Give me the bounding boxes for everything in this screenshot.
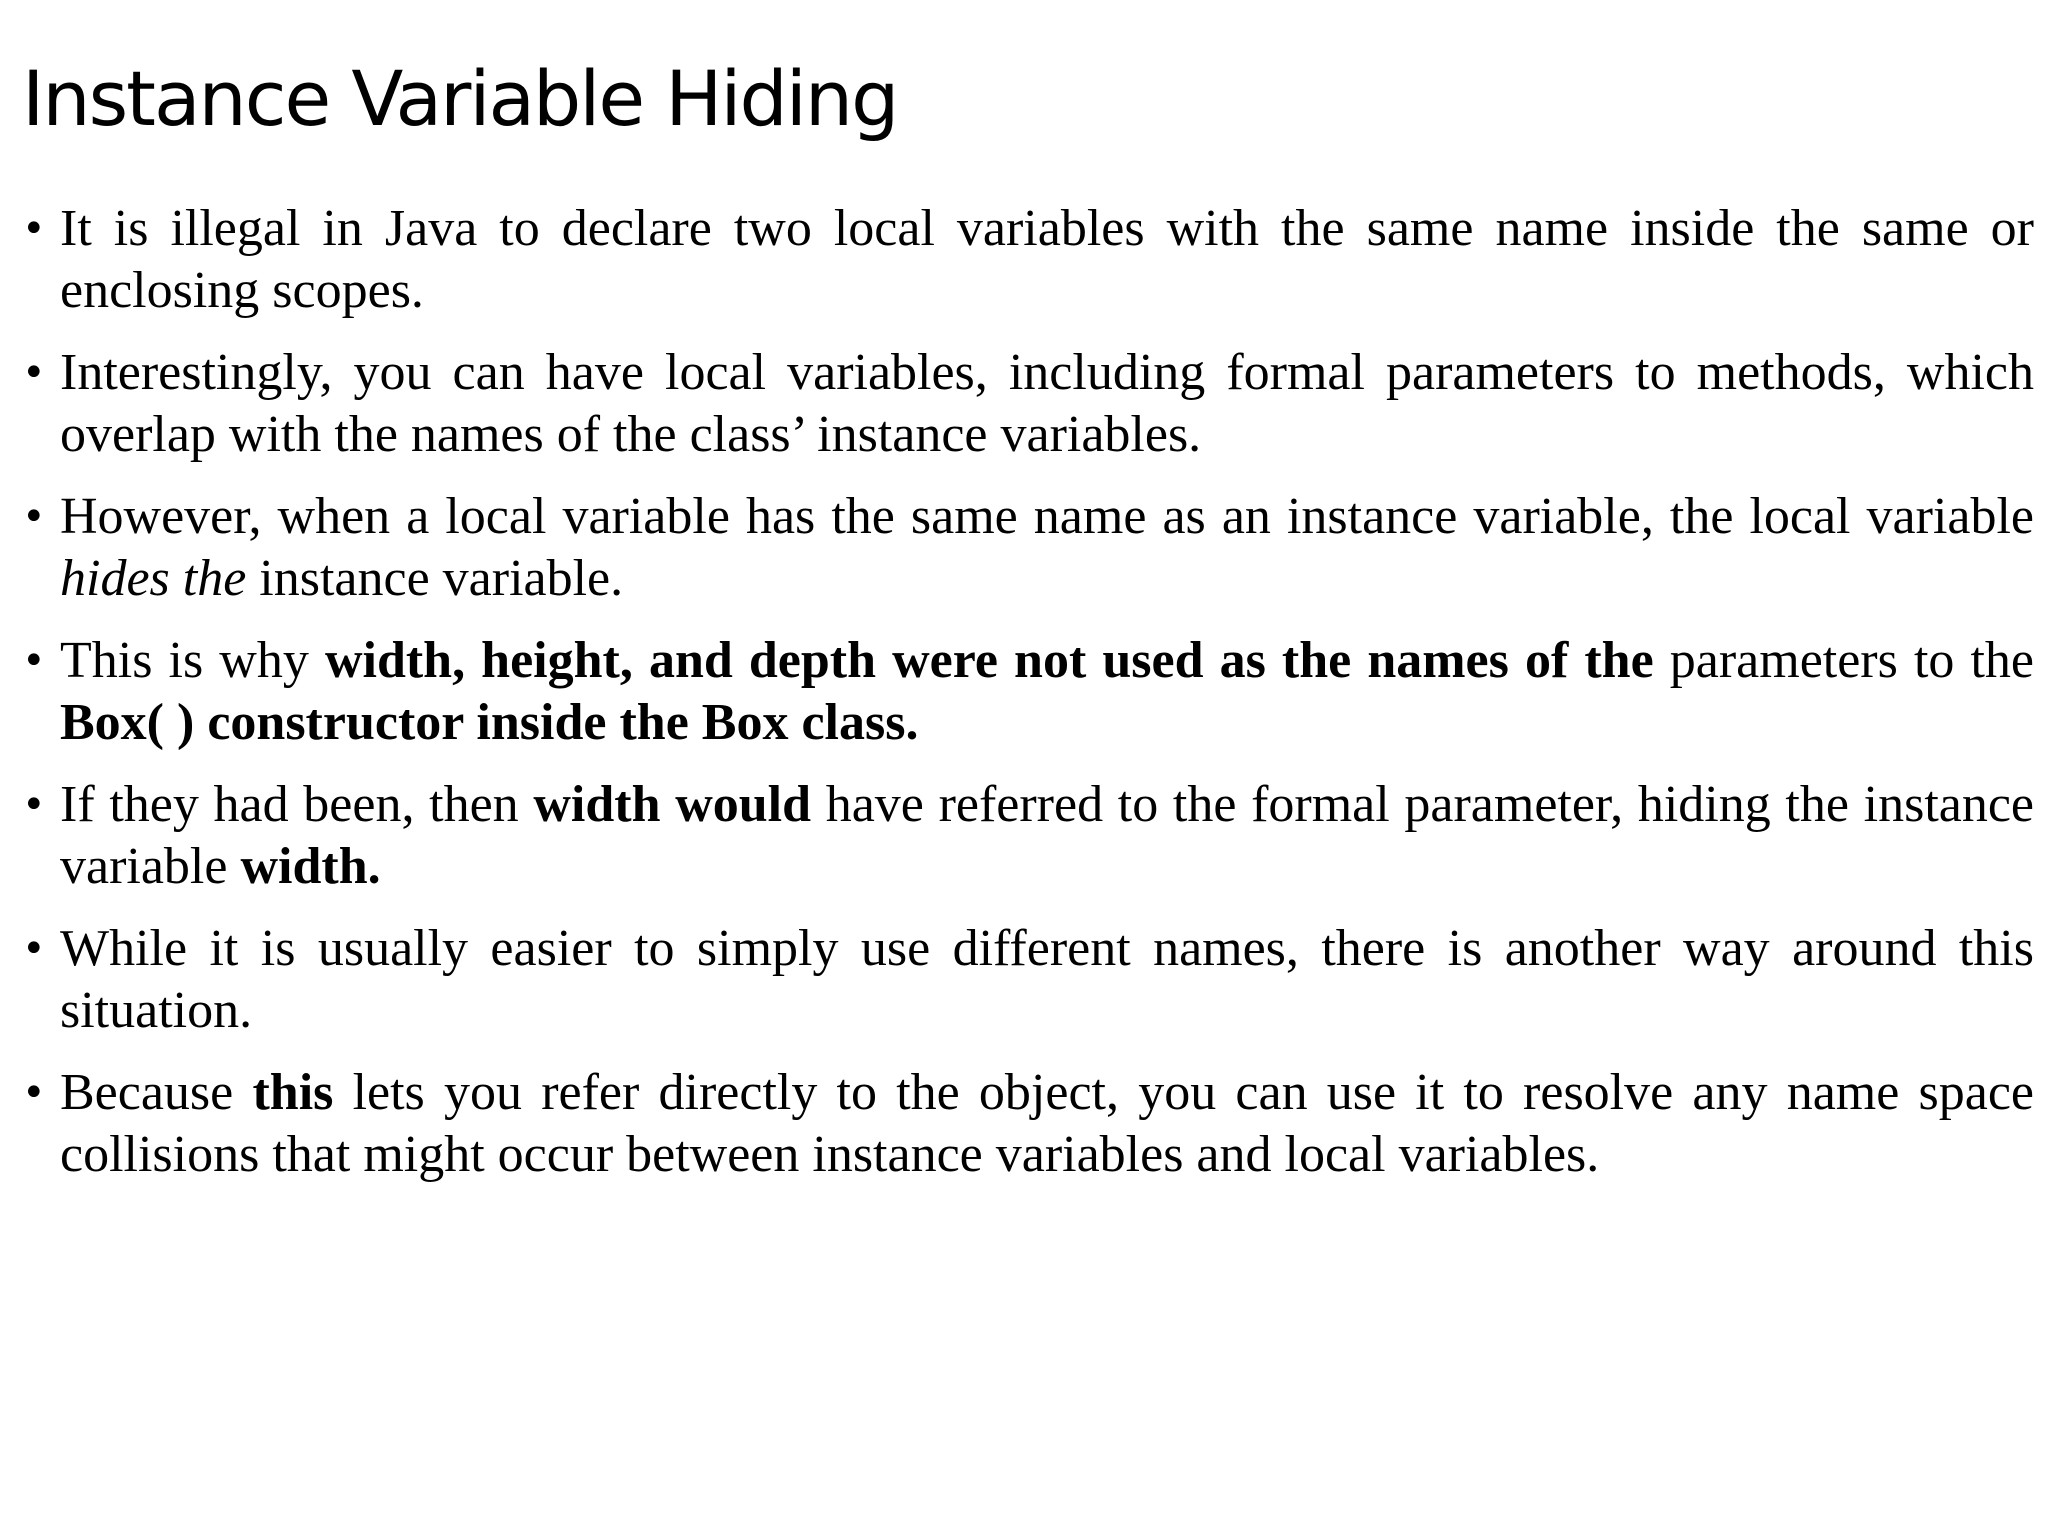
bullet-another-way-around (22, 918, 2034, 1042)
bullet-this-resolves-collisions (22, 1062, 2034, 1186)
bullet-overlapping-names (22, 342, 2034, 466)
bullet-text-bold: width would (533, 776, 812, 833)
bullet-text: However, when a local variable has the same name as an instance variable, the local variable (60, 488, 2034, 545)
bullet-text: Interestingly, you can have local variables, including formal parameters to methods, which overlap with the names of the class’ instance variables. (60, 344, 2034, 463)
bullet-text: lets you refer directly to the object, you can use it to resolve any name space collisions that might occur between instance variables and local variables. (60, 1064, 2034, 1183)
bullet-dot-icon: • (22, 1070, 46, 1116)
bullet-box-constructor-params (22, 630, 2034, 754)
bullet-illegal-duplicate-locals (22, 198, 2034, 322)
bullet-dot-icon: • (22, 350, 46, 396)
bullet-text-bold: this (252, 1064, 334, 1121)
bullet-dot-icon: • (22, 638, 46, 684)
bullet-local-hides-instance (22, 486, 2034, 610)
bullet-dot-icon: • (22, 926, 46, 972)
bullet-text-bold: width, height, and depth were not used as the names of the (324, 632, 1654, 689)
bullet-text-bold: Box( ) constructor inside the Box class. (60, 694, 919, 751)
bullet-text: instance variable. (246, 550, 624, 607)
bullet-text: parameters to the (1653, 632, 2034, 689)
bullet-list (22, 198, 2034, 1206)
bullet-text: While it is usually easier to simply use different names, there is another way around this situation. (60, 920, 2034, 1039)
bullet-text: This is why (60, 632, 325, 689)
bullet-dot-icon: • (22, 494, 46, 540)
bullet-text: If they had been, then (60, 776, 534, 833)
bullet-width-would-hide (22, 774, 2034, 898)
bullet-dot-icon: • (22, 206, 46, 252)
bullet-text: Because (60, 1064, 253, 1121)
bullet-text-bold: width. (240, 838, 381, 895)
bullet-text: have referred to the formal parameter, hiding the instance variable (60, 776, 2035, 895)
slide-title: Instance Variable Hiding (22, 54, 898, 143)
bullet-dot-icon: • (22, 782, 46, 828)
bullet-text: It is illegal in Java to declare two local variables with the same name inside the same or enclosing scopes. (60, 200, 2034, 319)
bullet-text-italic: hides the (60, 550, 247, 607)
